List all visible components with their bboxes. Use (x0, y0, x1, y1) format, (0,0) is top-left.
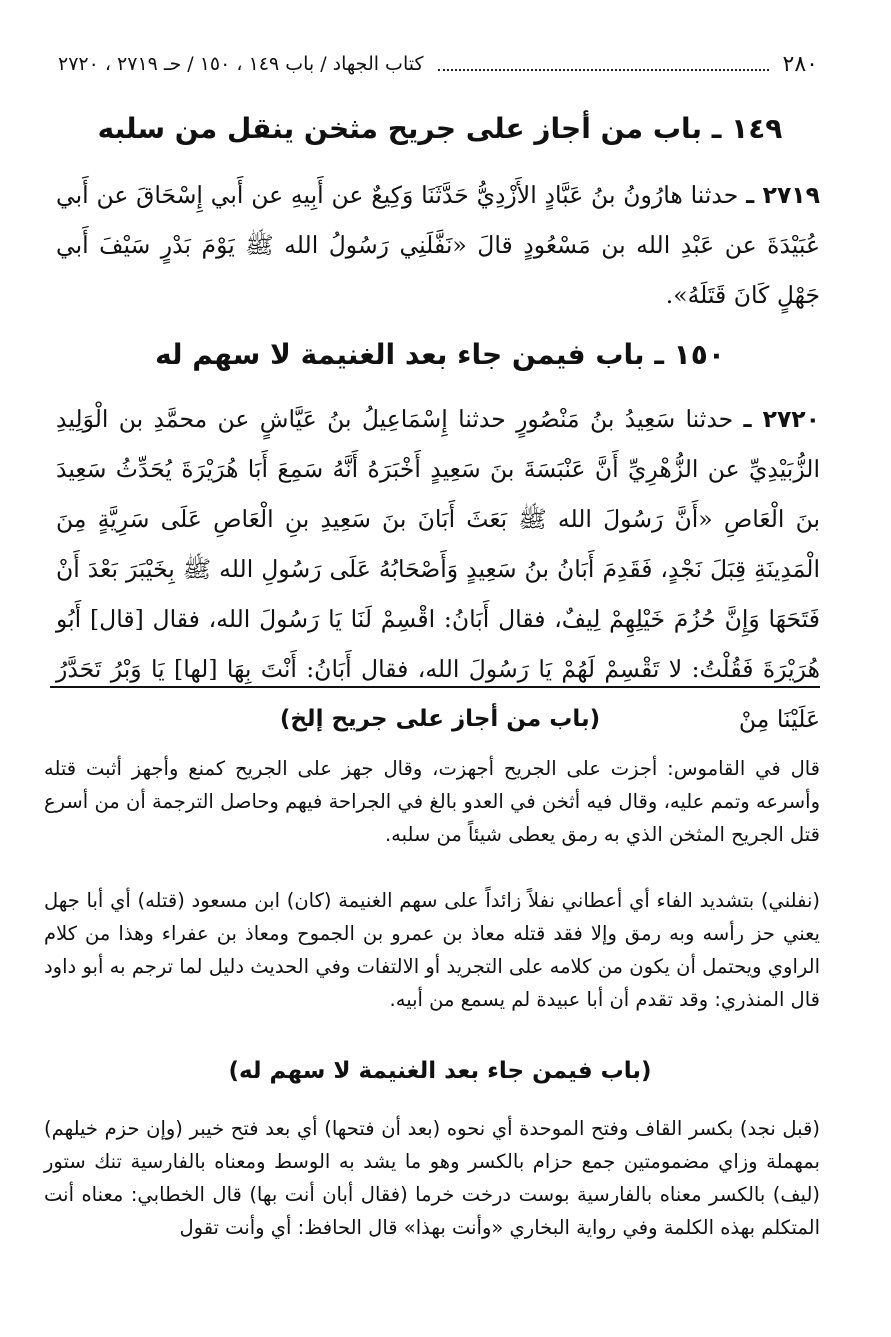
page-header (58, 44, 818, 84)
hadith-number: ٢٧٢٠ ـ (743, 405, 820, 433)
commentary-paragraph: (نفلني) بتشديد الفاء أي أعطاني نفلاً زائداً على سهم الغنيمة (كان) ابن مسعود (قتله) أي أبا جهل يعني حز رأسه وبه رمق وإلا فقد قتله معاذ بن عمرو بن الجموح ومعاذ بن عفراء وهذا من كلام الراوي ويحتمل أن يكون من كلامه على التجريد أو الالتفات وفي الحديث دليل لما ترجم به أبو داود قال المنذري: وقد تقدم أن أبا عبيدة لم يسمع من أبيه. (44, 889, 820, 1011)
chapter-heading-150 (60, 338, 820, 371)
bab-word: باب (595, 338, 645, 371)
chapter-title: من أجاز على جريح مثخن ينقل من سلبه (97, 112, 644, 145)
bab-word: باب (652, 112, 703, 145)
commentary-paragraph: قال في القاموس: أجزت على الجريح أجهزت، وقال جهز على الجريح كمنع وأجهز أثبت قتله وأسرعه وتمم عليه، وقال فيه أثخن في العدو بالغ في الجراحة فيهم وحاصل الترجمة أن من أسرع قتل الجريح المثخن الذي به رمق يعطى شيئاً من سلبه. (44, 757, 820, 846)
hadith-number: ٢٧١٩ ـ (746, 181, 820, 209)
hadith-text: حدثنا هارُونُ بنُ عَبَّادٍ الأَزْدِيُّ حَدَّثَنَا وَكِيعٌ عن أَبِيهِ عن أَبي إِسْحَاقَ عن أَبي عُبَيْدَةَ عن عَبْدِ الله بن مَسْعُودٍ قالَ «نَفَّلَنِي رَسُولُ الله ﷺ يَوْمَ بَدْرٍ سَيْفَ أَبي جَهْلٍ كَانَ قَتَلَهُ». (56, 181, 820, 309)
header-dotted-leader (438, 57, 769, 71)
commentary-heading-1: (باب من أجاز على جريح إلخ) (279, 706, 601, 732)
hadith-2719 (56, 170, 820, 320)
footnote-divider (50, 686, 820, 688)
chapter-title: فيمن جاء بعد الغنيمة لا سهم له (155, 338, 586, 371)
chapter-number: ١٥٠ ـ (654, 338, 725, 371)
chapter-number: ١٤٩ ـ (711, 112, 783, 145)
hadith-text: حدثنا سَعِيدُ بنُ مَنْصُورٍ حدثنا إِسْمَاعِيلُ بنُ عَيَّاشٍ عن محمَّدِ بن الْوَلِيدِ الزُّبَيْدِيِّ عن الزُّهْرِيِّ أَنَّ عَنْبَسَةَ بنَ سَعِيدٍ أَخْبَرَهُ أَنَّهُ سَمِعَ أَبَا هُرَيْرَةَ يُحَدِّثُ سَعِيدَ بنَ الْعَاصِ «أَنَّ رَسُولَ الله ﷺ بَعَثَ أَبَانَ بنَ سَعِيدِ بنِ الْعَاصِ عَلَى سَرِيَّةٍ مِنَ الْمَدِينَةِ قِبَلَ نَجْدٍ، فَقَدِمَ أَبَانُ بنُ سَعِيدٍ وَأَصْحَابُهُ عَلَى رَسُولِ الله ﷺ بِخَيْبَرَ بَعْدَ أَنْ فَتَحَهَا وَإِنَّ حُزُمَ خَيْلِهِمْ لِيفٌ، فقال أَبَانُ: اقْسِمْ لَنَا يَا رَسُولَ الله، فقال [قال] أَبُو هُرَيْرَةَ فَقُلْتُ: لا تَقْسِمْ لَهُمْ يَا رَسُولَ الله، فقال أَبَانُ: أَنْتَ بِهَا [لها] يَا وَبْرُ تَحَدَّرُ عَلَيْنَا مِنْ (56, 405, 820, 733)
commentary-heading-2: (باب فيمن جاء بعد الغنيمة لا سهم له) (228, 1058, 652, 1084)
chapter-heading-149 (60, 112, 820, 145)
commentary-paragraph: (قبل نجد) بكسر القاف وفتح الموحدة أي نحوه (بعد أن فتحها) أي بعد فتح خيبر (وإن حزم خيلهم) بمهملة وزاي مضمومتين جمع حزام بالكسر وهو ما يشد به الوسط ومعناه بالفارسية تنك ستور (ليف) بالكسر معناه بالفارسية بوست درخت خرما (فقال أبان أنت بها) قال الخطابي: معناه أنت المتكلم بهذه الكلمة وفي رواية البخاري «وأنت بهذا» قال الحافظ: أي وأنت تقول (44, 1117, 820, 1239)
hadith-2720 (56, 394, 820, 744)
page-number: ٢٨٠ (782, 51, 818, 77)
running-title: كتاب الجهاد / باب ١٤٩ ، ١٥٠ / حـ ٢٧١٩ ، ٢٧٢٠ (58, 53, 424, 75)
